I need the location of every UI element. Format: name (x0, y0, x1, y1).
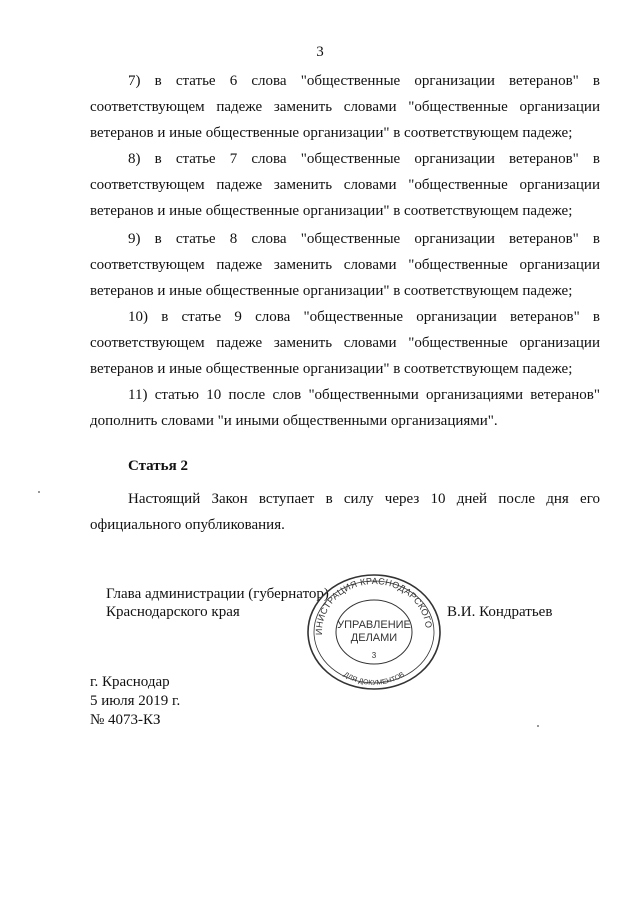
stamp-center-line2: ДЕЛАМИ (350, 632, 398, 644)
stamp-bottom-text: ДЛЯ ДОКУМЕНТОВ (342, 671, 406, 687)
signatory-name: В.И. Кондратьев (447, 604, 553, 620)
list-item-9: 9) в статье 8 слова "общественные организации ветеранов" в соответствующем падеже заменить словами "общественные организации ветеранов и иные общественные организации" в соответствующем падеже; (90, 231, 600, 299)
list-item-11: 11) статью 10 после слов "общественными организациями ветеранов" дополнить словами "и иными общественными организациями". (90, 387, 600, 429)
official-stamp (304, 572, 444, 692)
stamp-number: 3 (371, 651, 377, 660)
page-number: 3 (316, 44, 324, 60)
article-2-title: Статья 2 (128, 458, 188, 474)
signature-position-line2: Краснодарского края (106, 604, 240, 620)
place: г. Краснодар (90, 674, 170, 690)
stamp-outer-text: ИНИСТРАЦИЯ КРАСНОДАРСКОГО (313, 575, 434, 636)
scan-speck (38, 491, 40, 493)
stamp-center-line1: УПРАВЛЕНИЕ (337, 619, 411, 631)
signature-position-line1: Глава администрации (губернатор) (106, 586, 329, 602)
list-item-8: 8) в статье 7 слова "общественные организации ветеранов" в соответствующем падеже заменить словами "общественные организации ветеранов и иные общественные организации" в соответствующем падеже; (90, 151, 600, 219)
svg-text:ДЛЯ ДОКУМЕНТОВ (342, 671, 406, 687)
list-item-7: 7) в статье 6 слова "общественные организации ветеранов" в соответствующем падеже заменить словами "общественные организации ветеранов и иные общественные организации" в соответствующем падеже; (90, 73, 600, 141)
law-number: № 4073-КЗ (90, 712, 161, 728)
date: 5 июля 2019 г. (90, 693, 181, 709)
article-2-text: Настоящий Закон вступает в силу через 10 дней после дня его официального опубликования. (90, 491, 600, 533)
list-item-10: 10) в статье 9 слова "общественные организации ветеранов" в соответствующем падеже заменить словами "общественные организации ветеранов и иные общественные организации" в соответствующем падеже; (90, 309, 600, 377)
scan-speck (537, 725, 539, 727)
